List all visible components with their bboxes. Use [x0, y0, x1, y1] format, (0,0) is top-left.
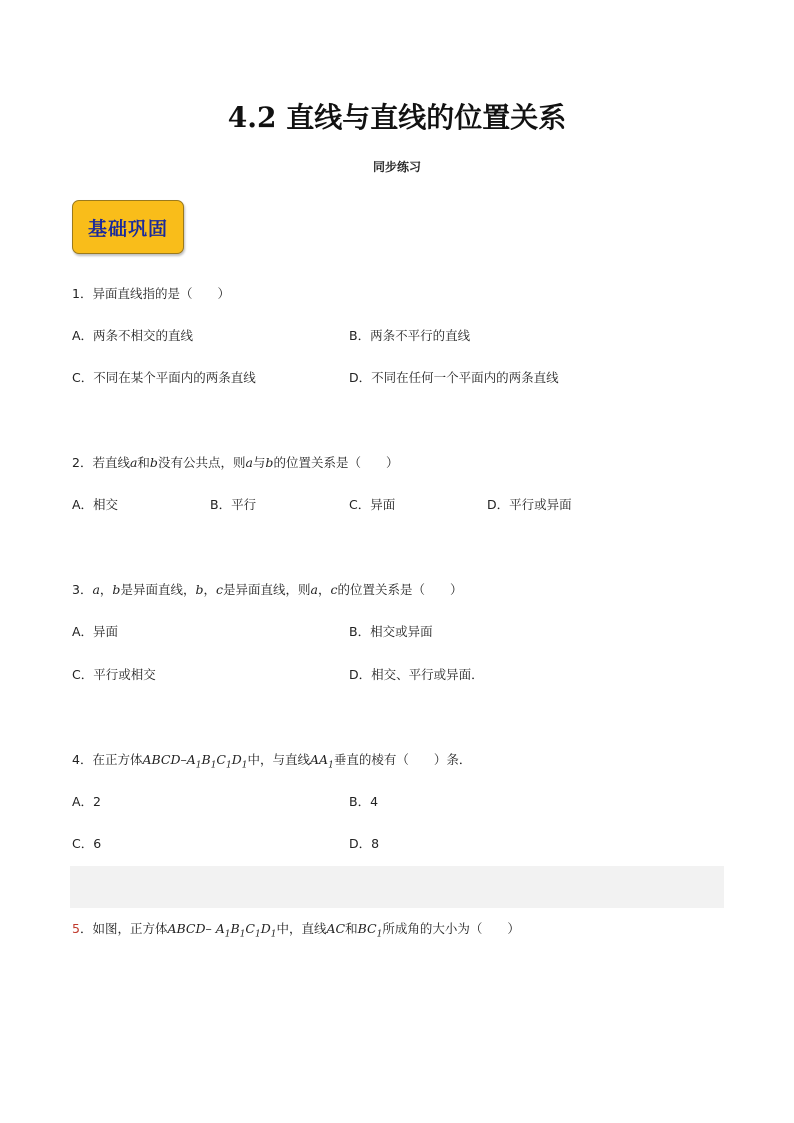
q2-var-b: b	[265, 455, 274, 470]
q5-sub: 1	[376, 929, 383, 940]
question-3-option-d: D．相交、平行或异面．	[349, 667, 484, 682]
divider-band	[70, 866, 724, 908]
question-3-option-c: C．平行或相交	[72, 667, 156, 682]
q5-sub: 1	[255, 929, 261, 940]
q4-sub: 1	[195, 760, 202, 771]
q3-text: 是异面直线，则	[223, 582, 311, 597]
q4-math: C	[216, 752, 226, 767]
question-4-option-a: A．2	[72, 794, 102, 809]
question-1-option-c: C．不同在某个平面内的两条直线	[72, 370, 256, 385]
q4-sub: 1	[210, 760, 217, 771]
q4-text: 4．在正方体	[72, 752, 143, 767]
question-4-option-c: C．6	[72, 836, 102, 851]
q5-math: BC	[357, 921, 377, 936]
q5-sub: 1	[239, 929, 246, 940]
q3-text: ，	[317, 582, 331, 597]
question-1-option-a: A．两条不相交的直线	[72, 328, 194, 343]
q3-text: 是异面直线，	[120, 582, 196, 597]
q2-var-a: a	[129, 455, 138, 470]
q5-math: B	[230, 921, 240, 936]
question-1-stem: 1．异面直线指的是（ ）	[72, 286, 230, 301]
question-2-option-a: A．相交	[72, 497, 119, 512]
q3-var-c: c	[330, 582, 338, 597]
q4-text: 垂直的棱有（ ）条．	[333, 752, 472, 767]
q5-math: AC	[326, 921, 346, 936]
question-1-option-d: D．不同在任何一个平面内的两条直线	[349, 370, 559, 385]
q2-text: 和	[137, 455, 150, 470]
q4-sub: 1	[241, 760, 248, 771]
q3-text: ，	[99, 582, 113, 597]
page-title: 4.2 直线与直线的位置关系	[227, 101, 567, 134]
q2-var-a: a	[245, 455, 253, 470]
question-3-option-a: A．异面	[72, 624, 119, 639]
q2-text: 的位置关系是（ ）	[273, 455, 399, 470]
q4-math: AA	[310, 752, 329, 767]
question-3-stem	[72, 582, 463, 598]
question-5-stem	[72, 921, 520, 943]
q3-var-c: c	[215, 582, 223, 597]
q5-text: 所成角的大小为（ ）	[382, 921, 520, 936]
question-4-option-b: B．4	[349, 794, 379, 809]
question-2-option-d: D．平行或异面	[487, 497, 572, 512]
q4-math: ABCD–A	[142, 752, 196, 767]
question-4-option-d: D．8	[349, 836, 380, 851]
question-2-stem	[72, 455, 398, 471]
question-2-option-b: B．平行	[210, 497, 257, 512]
q4-text: 中，与直线	[247, 752, 311, 767]
question-4-stem	[72, 752, 471, 774]
question-1-option-b: B．两条不平行的直线	[349, 328, 471, 343]
q5-sub: 1	[224, 929, 231, 940]
q5-text: 和	[345, 921, 358, 936]
q3-text: 3．	[72, 582, 93, 597]
q5-math: C	[245, 921, 255, 936]
q4-math: D	[231, 752, 242, 767]
q4-math: B	[201, 752, 211, 767]
q4-sub: 1	[226, 760, 232, 771]
question-2-option-c: C．异面	[349, 497, 396, 512]
q5-math: ABCD– A	[167, 921, 225, 936]
q3-var-a: a	[310, 582, 318, 597]
q2-text: 没有公共点，则	[157, 455, 246, 470]
q3-text: ，	[203, 582, 216, 597]
q3-var-b: b	[112, 582, 121, 597]
q5-math: D	[260, 921, 271, 936]
q3-var-b: b	[195, 582, 204, 597]
page-subtitle: 同步练习	[372, 160, 421, 174]
q5-text: 中，直线	[276, 921, 327, 936]
q4-sub: 1	[328, 760, 334, 771]
q2-text: 与	[252, 455, 266, 470]
q5-sub: 1	[270, 929, 277, 940]
q2-var-b: b	[149, 455, 158, 470]
section-badge	[72, 200, 184, 254]
question-3-option-b: B．相交或异面	[349, 624, 433, 639]
q5-text: ．如图，正方体	[79, 921, 168, 936]
q3-text: 的位置关系是（ ）	[337, 582, 463, 597]
q3-var-a: a	[92, 582, 100, 597]
section-badge-label: 基础巩固	[87, 217, 168, 240]
q2-text: 2．若直线	[72, 455, 130, 470]
q5-number: 5	[72, 921, 80, 936]
